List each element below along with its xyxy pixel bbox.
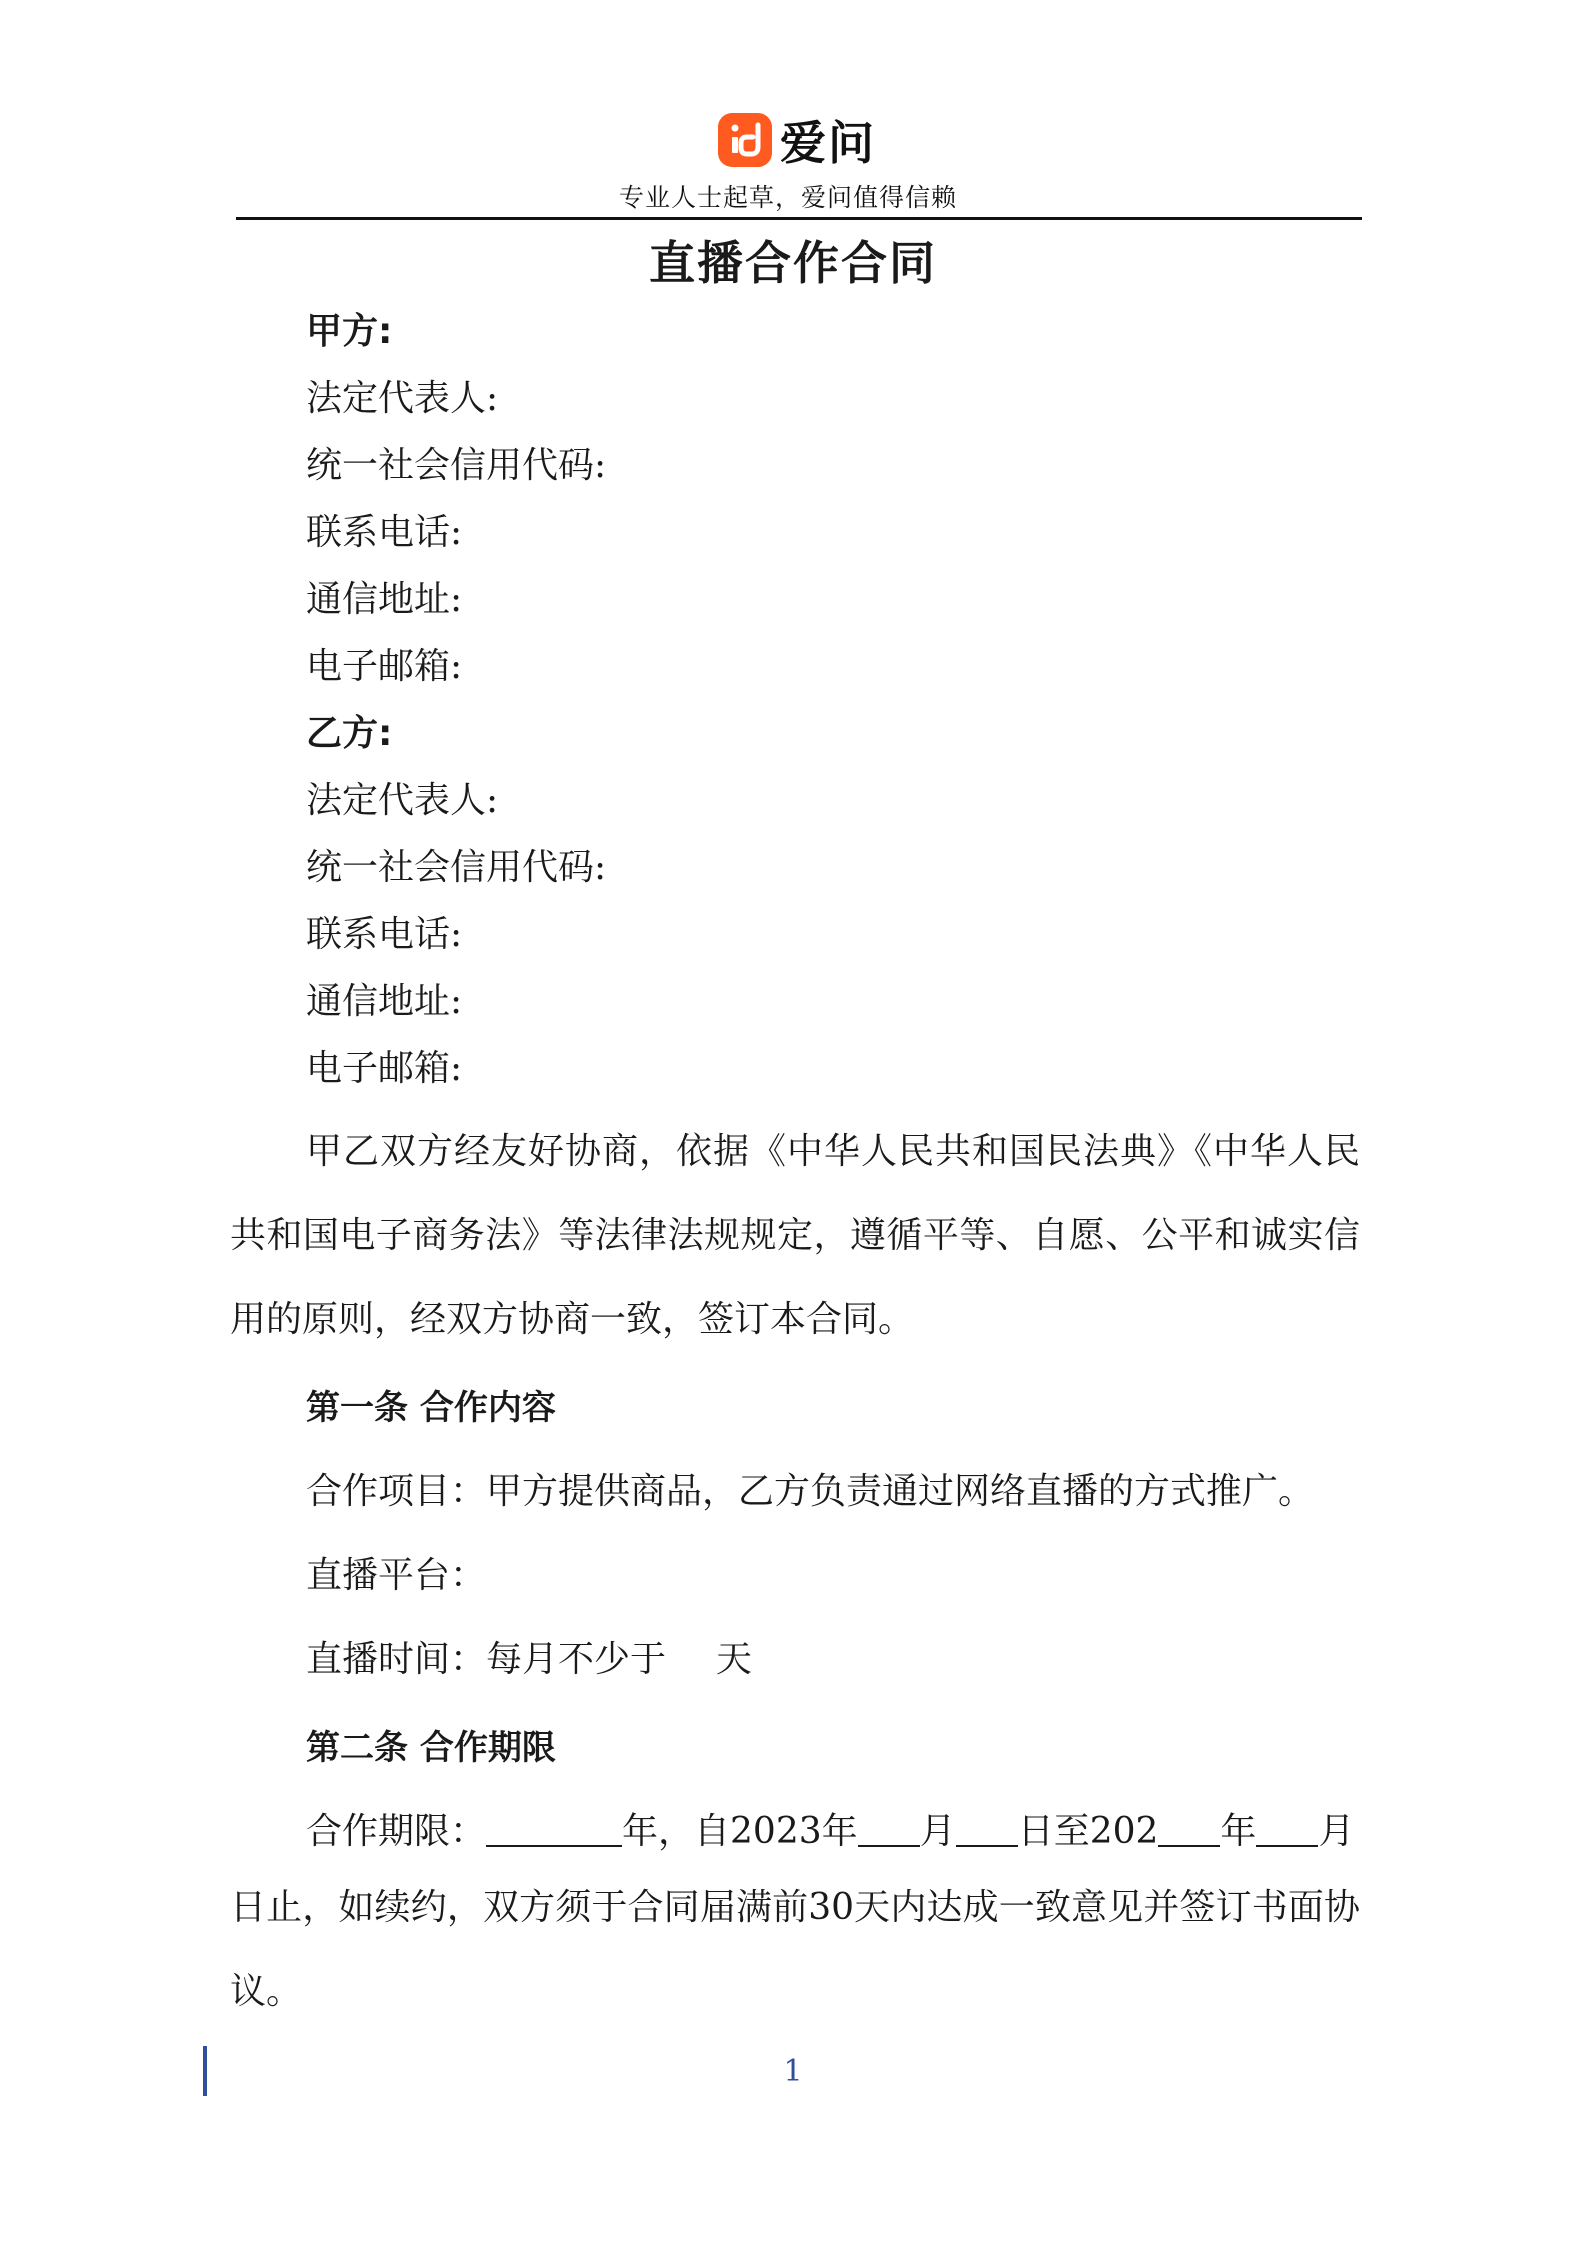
end-nian: 年 <box>1220 1811 1257 1852</box>
party-b-phone: 联系电话: <box>306 914 463 955</box>
term-label: 合作期限： <box>306 1811 487 1852</box>
document-title: 直播合作合同 <box>649 236 937 290</box>
start-year: 2023 <box>730 1811 822 1852</box>
start-nian: 年 <box>821 1811 858 1852</box>
party-a-email: 电子邮箱: <box>306 646 463 687</box>
start-month-blank <box>858 1811 920 1847</box>
party-a-credit-code: 统一社会信用代码: <box>306 445 607 486</box>
slogan: 专业人士起草，爱问值得信赖 <box>618 183 957 212</box>
start-ri-zhi: 日至 <box>1017 1811 1090 1852</box>
end-yue: 月 <box>1318 1811 1355 1852</box>
party-b-address: 通信地址: <box>306 981 463 1022</box>
end-month-blank <box>1256 1811 1318 1847</box>
party-b-representative: 法定代表人: <box>306 780 499 821</box>
time-suffix: 天 <box>716 1639 753 1680</box>
party-a-representative: 法定代表人: <box>306 378 499 419</box>
term-years-blank <box>486 1811 622 1847</box>
brand-name: 爱问 <box>780 116 876 170</box>
party-b-label: 乙方: <box>306 713 393 754</box>
term-year-text: 年，自 <box>622 1811 731 1852</box>
preamble-paragraph: 甲乙双方经友好协商，依据《中华人民共和国民法典》《中华人民共和国电子商务法》等法律法规规定，遵循平等、自愿、公平和诚实信用的原则，经双方协商一致，签订本合同。 <box>230 1131 1360 1340</box>
article-2-continuation: 日止，如续约，双方须于合同届满前30天内达成一致意见并签订书面协议。 <box>230 1887 1360 2012</box>
party-a-address: 通信地址: <box>306 579 463 620</box>
party-a-phone: 联系电话: <box>306 512 463 553</box>
party-a-label: 甲方: <box>306 311 393 352</box>
article-1-platform: 直播平台： <box>306 1555 487 1596</box>
document-header <box>0 108 1586 214</box>
start-day-blank <box>956 1811 1018 1847</box>
start-yue: 月 <box>919 1811 956 1852</box>
aiwen-logo-icon <box>718 113 772 167</box>
time-prefix: 直播时间：每月不少于 <box>306 1639 667 1680</box>
end-year-blank <box>1158 1811 1220 1847</box>
party-b-email: 电子邮箱: <box>306 1048 463 1089</box>
article-1-time <box>230 1618 1360 1702</box>
document-body <box>230 298 1360 2034</box>
article-1-project: 合作项目：甲方提供商品，乙方负责通过网络直播的方式推广。 <box>306 1471 1315 1512</box>
article-1-heading: 第一条 合作内容 <box>306 1388 556 1428</box>
article-2-heading: 第二条 合作期限 <box>306 1728 556 1768</box>
page-number: 1 <box>783 2054 803 2089</box>
party-b-credit-code: 统一社会信用代码: <box>306 847 607 888</box>
end-year-prefix: 202 <box>1089 1811 1159 1852</box>
logo <box>8 108 1586 172</box>
article-2-term <box>230 1790 1360 1874</box>
header-divider <box>236 217 1362 220</box>
